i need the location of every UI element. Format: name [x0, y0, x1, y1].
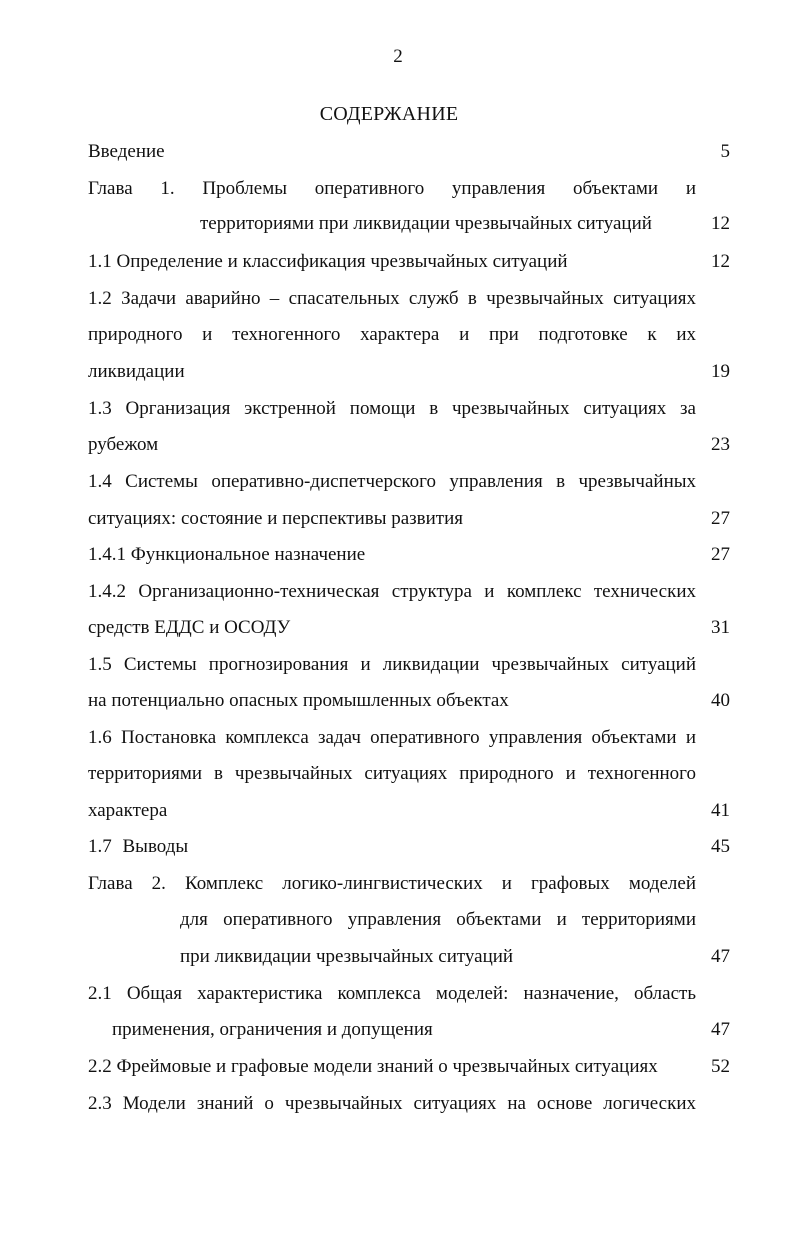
- toc-entry-2-1-page: 47: [711, 1019, 730, 1040]
- page-title: СОДЕРЖАНИЕ: [319, 103, 459, 125]
- toc-entry-introduction-page: 5: [720, 141, 730, 162]
- toc-entry-1-6-line-3: характера: [88, 800, 168, 821]
- toc-entry-introduction-line-1: Введение: [88, 141, 165, 162]
- toc-entry-1-2-line-1: 1.2 Задачи аварийно – спасательных служб в чрезвычайных ситуациях: [88, 288, 696, 309]
- toc-entry-1-4-line-1: 1.4 Системы оперативно-диспетчерского управления в чрезвычайных: [88, 471, 696, 492]
- toc-entry-1-4-2-line-2: средств ЕДДС и ОСОДУ: [88, 617, 291, 638]
- toc-entry-1-6-line-1: 1.6 Постановка комплекса задач оперативного управления объектами и: [88, 727, 696, 748]
- toc-entry-1-4-page: 27: [711, 508, 730, 529]
- page-number: 2: [393, 46, 403, 67]
- toc-entry-1-7-page: 45: [711, 836, 730, 857]
- toc-entry-1-4-1-line-1: 1.4.1 Функциональное назначение: [88, 544, 366, 565]
- toc-entry-1-3-line-1: 1.3 Организация экстренной помощи в чрезвычайных ситуациях за: [88, 398, 696, 419]
- toc-entry-1-1-page: 12: [711, 251, 730, 272]
- toc-entry-1-6-line-2: территориями в чрезвычайных ситуациях природного и техногенного: [88, 763, 696, 784]
- toc-entry-1-7-line-1: 1.7 Выводы: [88, 836, 189, 857]
- toc-entry-1-3-line-2: рубежом: [88, 434, 159, 455]
- toc-entry-1-2-line-3: ликвидации: [88, 361, 185, 382]
- toc-entry-2-2-line-1: 2.2 Фреймовые и графовые модели знаний о чрезвычайных ситуациях: [88, 1056, 658, 1077]
- toc-entry-1-4-1-page: 27: [711, 544, 730, 565]
- toc-entry-2-3-line-1: 2.3 Модели знаний о чрезвычайных ситуациях на основе логических: [88, 1093, 696, 1114]
- toc-entry-1-2-page: 19: [711, 361, 730, 382]
- toc-entry-chapter-1-page: 12: [711, 213, 730, 234]
- toc-entry-1-5-page: 40: [711, 690, 730, 711]
- toc-entry-chapter-2-page: 47: [711, 946, 730, 967]
- toc-entry-1-2-line-2: природного и техногенного характера и при подготовке к их: [88, 324, 696, 345]
- toc-entry-2-1-line-1: 2.1 Общая характеристика комплекса моделей: назначение, область: [88, 983, 696, 1004]
- toc-entry-1-3-page: 23: [711, 434, 730, 455]
- toc-entry-1-1-line-1: 1.1 Определение и классификация чрезвычайных ситуаций: [88, 251, 568, 272]
- toc-entry-chapter-2-line-2: для оперативного управления объектами и территориями: [180, 909, 696, 930]
- toc-entry-chapter-2-line-1: Глава 2. Комплекс логико-лингвистических и графовых моделей: [88, 873, 696, 894]
- toc-entry-1-6-page: 41: [711, 800, 730, 821]
- toc-entry-2-1-line-2: применения, ограничения и допущения: [112, 1019, 433, 1040]
- toc-entry-1-5-line-1: 1.5 Системы прогнозирования и ликвидации чрезвычайных ситуаций: [88, 654, 696, 675]
- toc-entry-1-5-line-2: на потенциально опасных промышленных объектах: [88, 690, 509, 711]
- toc-entry-1-4-line-2: ситуациях: состояние и перспективы развития: [88, 508, 464, 529]
- toc-entry-1-4-2-line-1: 1.4.2 Организационно-техническая структура и комплекс технических: [88, 581, 696, 602]
- toc-entry-chapter-1-line-1: Глава 1. Проблемы оперативного управления объектами и: [88, 178, 696, 199]
- toc-entry-2-2-page: 52: [711, 1056, 730, 1077]
- toc-entry-chapter-2-line-3: при ликвидации чрезвычайных ситуаций: [180, 946, 514, 967]
- toc-entry-1-4-2-page: 31: [711, 617, 730, 638]
- toc-entry-chapter-1-line-2: территориями при ликвидации чрезвычайных ситуаций: [200, 213, 652, 234]
